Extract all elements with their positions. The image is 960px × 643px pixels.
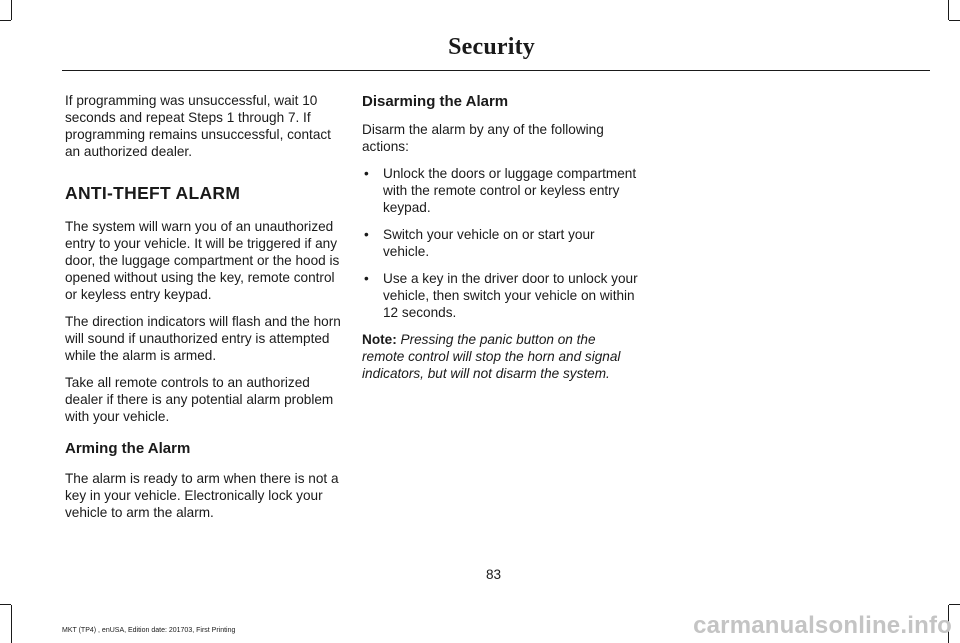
page-title: Security bbox=[448, 34, 535, 60]
subsection-heading: Arming the Alarm bbox=[65, 440, 191, 457]
crop-mark bbox=[949, 20, 960, 21]
right-column bbox=[362, 92, 638, 392]
list-item bbox=[362, 226, 638, 260]
edition-info: MKT (TP4) , enUSA, Edition date: 201703, First Printing bbox=[62, 627, 236, 634]
body-paragraph: Take all remote controls to an authorized dealer if there is any potential alarm problem with your vehicle. bbox=[65, 375, 334, 424]
body-paragraph: Disarm the alarm by any of the following actions: bbox=[362, 122, 604, 154]
body-paragraph: The direction indicators will flash and the horn will sound if unauthorized entry is attempted while the alarm is armed. bbox=[65, 314, 341, 363]
list-item-text: Unlock the doors or luggage compartment with the remote control or keyless entry keypad. bbox=[383, 166, 637, 215]
crop-mark bbox=[0, 20, 11, 21]
crop-mark bbox=[949, 604, 960, 605]
note-paragraph bbox=[362, 331, 638, 382]
watermark: carmanualsonline.info bbox=[693, 612, 952, 639]
left-column bbox=[65, 92, 341, 531]
subsection-heading: Disarming the Alarm bbox=[362, 93, 509, 110]
list-item-text: Switch your vehicle on or start your vehicle. bbox=[383, 227, 595, 259]
intro-paragraph: If programming was unsuccessful, wait 10 seconds and repeat Steps 1 through 7. If programming remains unsuccessful, contact an authorized dealer. bbox=[65, 93, 331, 159]
crop-mark bbox=[948, 0, 949, 20]
bullet-icon: • bbox=[364, 271, 369, 286]
crop-mark bbox=[0, 604, 11, 605]
body-paragraph: The alarm is ready to arm when there is not a key in your vehicle. Electronically lock your vehicle to arm the alarm. bbox=[65, 471, 339, 520]
bullet-icon: • bbox=[364, 227, 369, 242]
bullet-icon: • bbox=[364, 166, 369, 181]
bullet-list bbox=[362, 165, 638, 321]
note-text: Pressing the panic button on the remote control will stop the horn and signal indicators, but will not disarm the system. bbox=[362, 332, 621, 381]
list-item bbox=[362, 270, 638, 321]
list-item bbox=[362, 165, 638, 216]
section-heading: ANTI-THEFT ALARM bbox=[65, 183, 241, 203]
crop-mark bbox=[11, 605, 12, 643]
note-label: Note: bbox=[362, 332, 397, 347]
page-number: 83 bbox=[486, 567, 502, 582]
body-paragraph: The system will warn you of an unauthorized entry to your vehicle. It will be triggered if any door, the luggage compartment or the hood is opened without using the key, remote control or keyless entry keypad. bbox=[65, 219, 340, 302]
crop-mark bbox=[11, 0, 12, 20]
header-divider bbox=[62, 70, 930, 71]
list-item-text: Use a key in the driver door to unlock your vehicle, then switch your vehicle on within 12 seconds. bbox=[383, 271, 638, 320]
